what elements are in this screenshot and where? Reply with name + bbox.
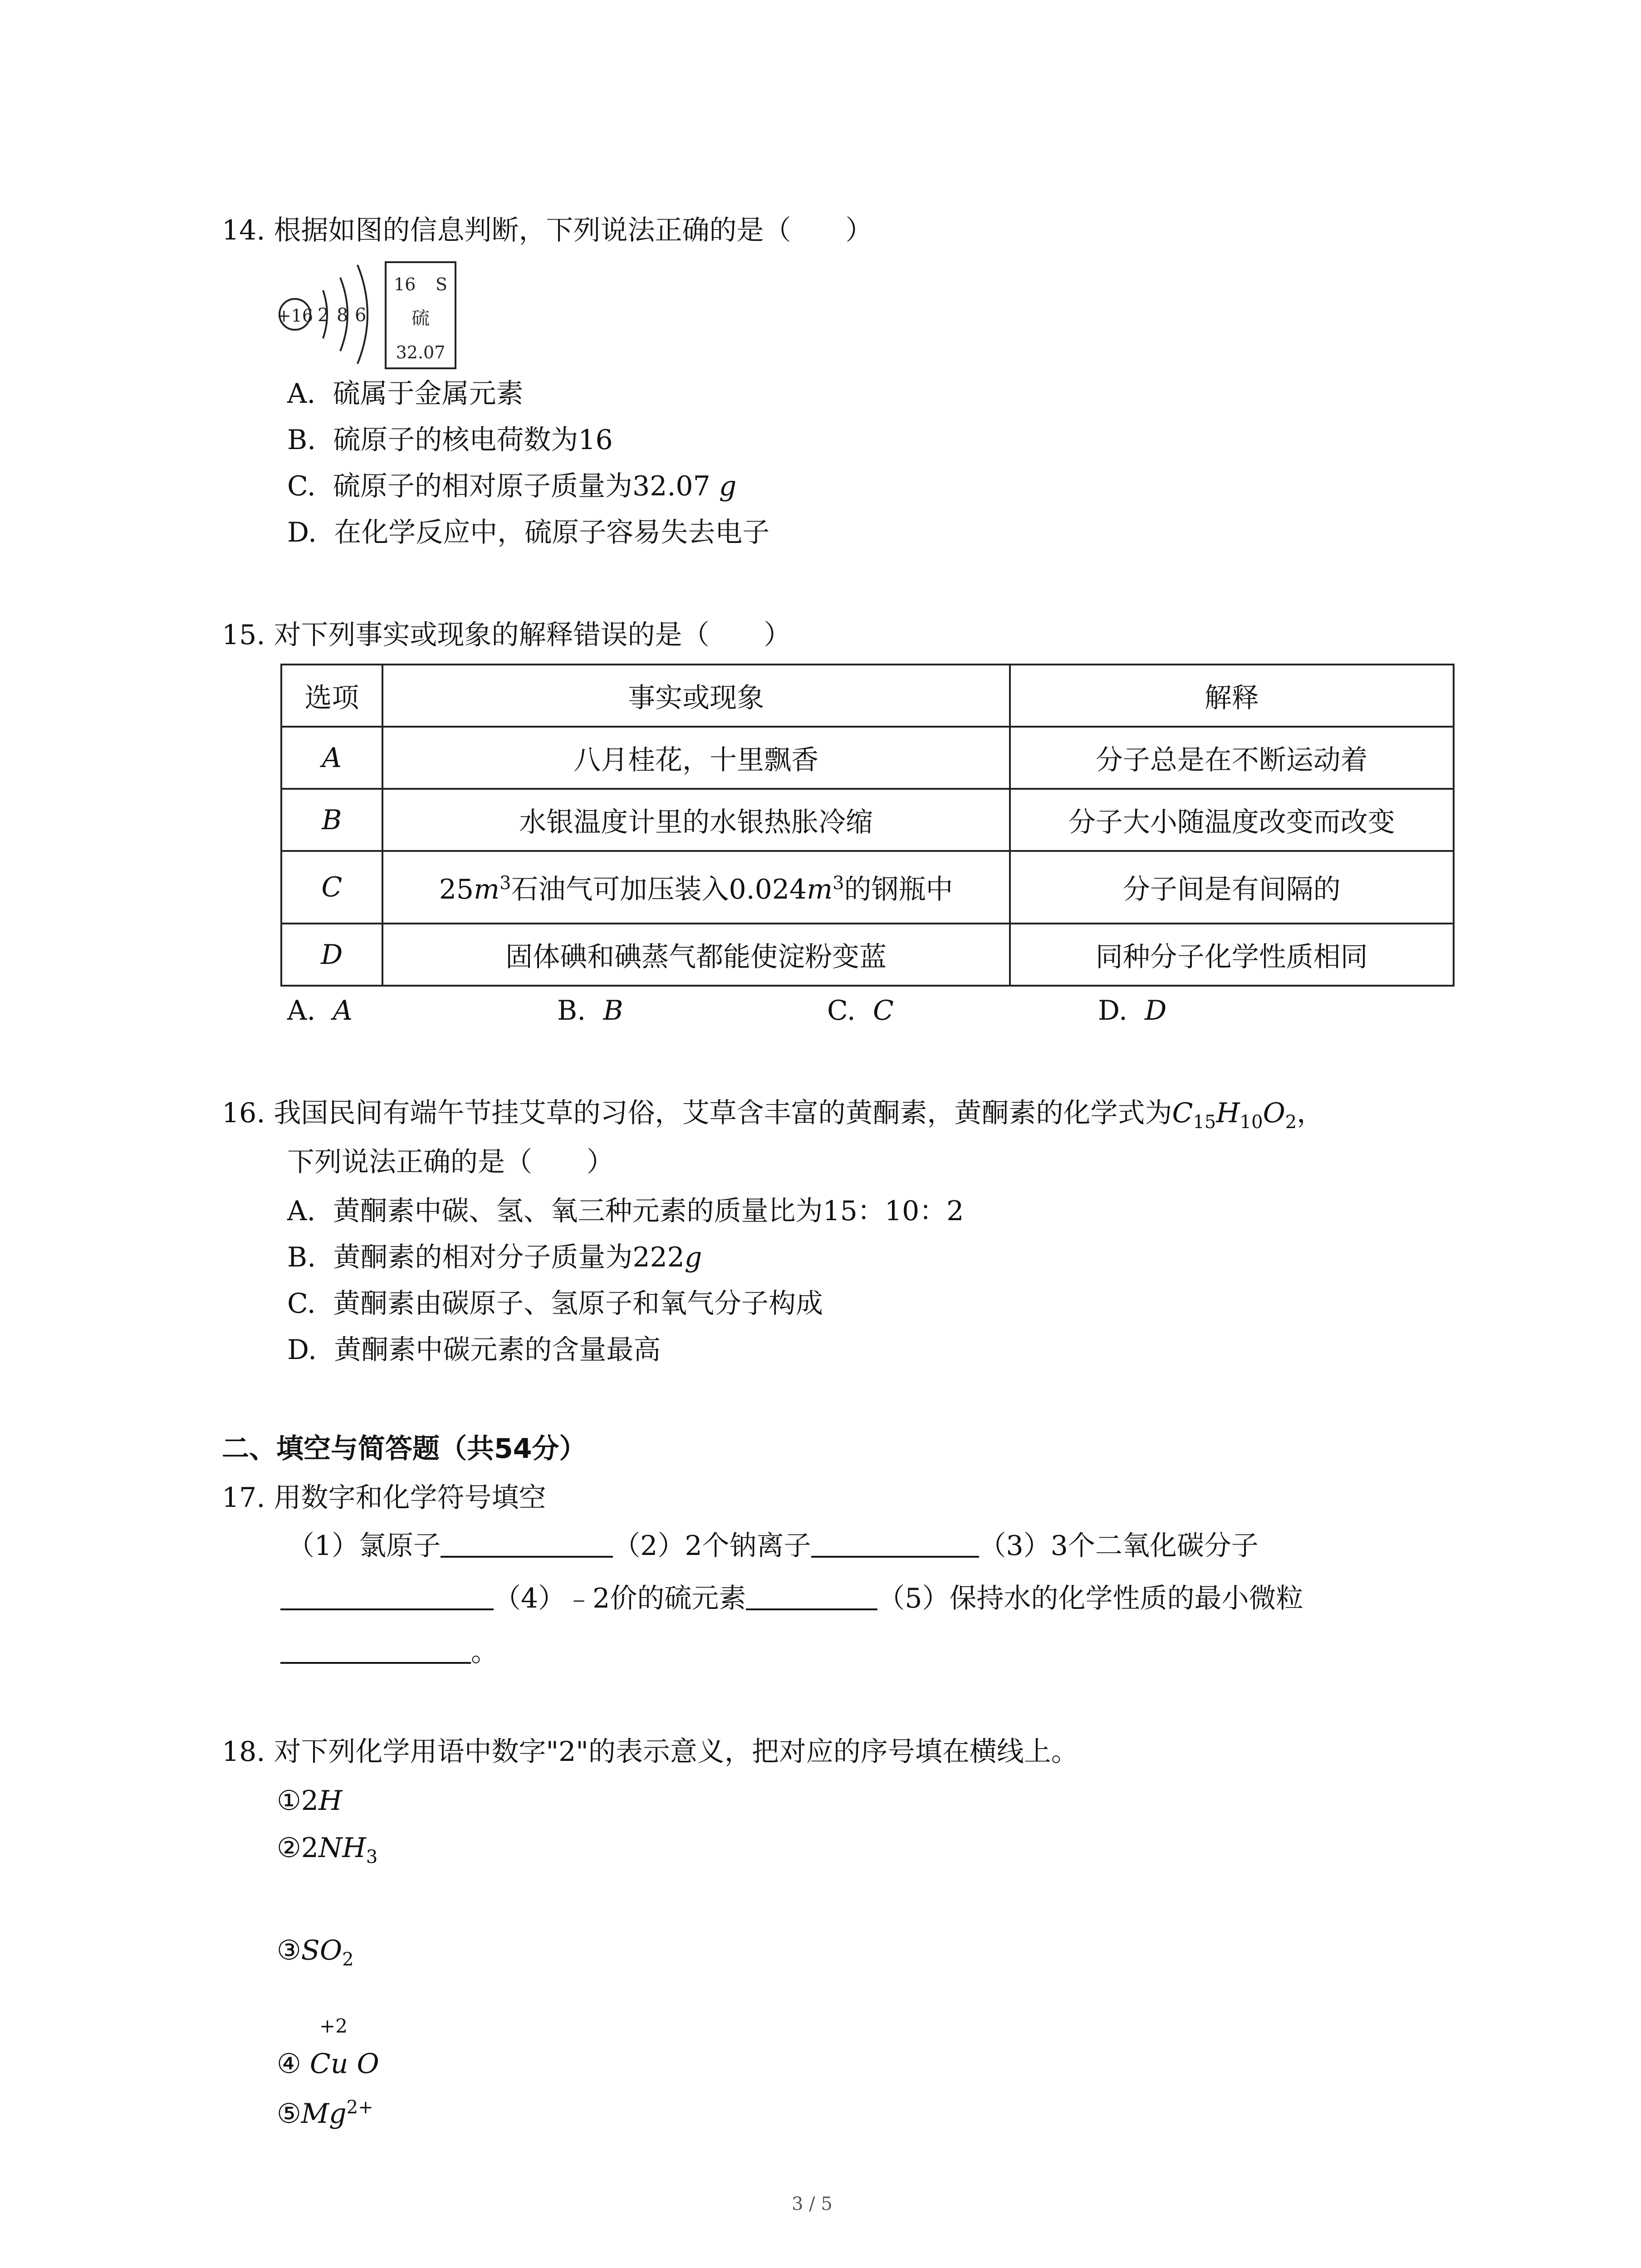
element-symbol: S [436,274,448,294]
table-row [281,851,1454,924]
q18-item-2: $②2NH_3$ [277,1832,378,1867]
shell-1-electrons: 2 [318,305,329,326]
q17-line2: （4）﹣2价的硫元素 （5）保持水的化学性质的最小微粒 [280,1581,1303,1616]
table-header-cell: 选项 [281,665,382,727]
q16-stem-line2: 下列说法正确的是（ ） [287,1146,614,1178]
q17-line3: 。 [280,1635,498,1669]
table-header-cell: 解释 [1010,665,1454,727]
q16-option-d: D. 黄酮素中碳元素的含量最高 [287,1334,661,1366]
table-row [281,924,1454,986]
flavone-formula: $C_{15}H_{10}O_2$ [1172,1097,1297,1133]
answer-blank-1[interactable] [441,1530,613,1558]
section-title: 二、填空与简答题（共54分） [222,1433,587,1465]
q16-stem-line1: 16. 我国民间有端午节挂艾草的习俗，艾草含丰富的黄酮素，黄酮素的化学式为$C_{15}H_{10}O_2$， [222,1097,1324,1133]
table-cell-explain: 分子间是有间隔的 [1010,851,1454,924]
table-cell-fact: 水银温度计里的水银热胀冷缩 [382,789,1010,851]
element-name: 硫 [411,308,430,329]
q18-item-5: $⑤Mg^{2+}$ [277,2097,373,2130]
q15-answer-a: A. A [287,995,353,1026]
table-header-row [281,665,1454,727]
q15-table [280,664,1455,987]
answer-blank-2[interactable] [811,1530,979,1558]
q18-item-3: $③SO_2$ [277,1935,354,1970]
table-row [281,789,1454,851]
q14-option-c: C. 硫原子的相对原子质量为32.07 g [287,470,737,502]
answer-blank-5[interactable] [280,1637,471,1664]
answer-blank-3[interactable] [280,1583,494,1610]
table-cell-fact: $25m^3$石油气可加压装入$0.024m^3$的钢瓶中 [382,851,1010,924]
q18-stem: 18. 对下列化学用语中数字"2"的表示意义，把对应的序号填在横线上。 [222,1736,1078,1768]
q17-stem: 17. 用数字和化学符号填空 [222,1482,546,1514]
q14-stem: 14. 根据如图的信息判断，下列说法正确的是（ ） [222,215,873,246]
table-cell-option: C [281,851,382,924]
q16-option-a: A. 黄酮素中碳、氢、氧三种元素的质量比为15：10：2 [287,1195,964,1227]
table-cell-fact: 八月桂花，十里飘香 [382,727,1010,789]
q16-option-c: C. 黄酮素由碳原子、氢原子和氧气分子构成 [287,1288,823,1320]
q14-option-a: A. 硫属于金属元素 [287,378,524,410]
q15-answer-b: B. B [557,995,623,1026]
table-row [281,727,1454,789]
q15-answer-d: D. D [1098,995,1167,1026]
q15-stem: 15. 对下列事实或现象的解释错误的是（ ） [222,619,791,651]
q15-answer-c: C. C [827,995,894,1026]
q14-option-d: D. 在化学反应中，硫原子容易失去电子 [287,517,770,548]
table-header-cell: 事实或现象 [382,665,1010,727]
q18-item-4: ④ Cu O [277,2048,379,2080]
sulfur-atom-structure-diagram [272,245,463,381]
element-atomic-number: 16 [394,274,416,294]
q18-item-1: ①2H [277,1785,343,1817]
table-cell-fact: 固体碘和碘蒸气都能使淀粉变蓝 [382,924,1010,986]
shell-3-electrons: 6 [355,305,367,326]
page-number: 3 / 5 [792,2194,833,2214]
table-cell-option: D [281,924,382,986]
shell-2-electrons: 8 [337,305,348,326]
nucleus-charge: +16 [276,306,314,326]
answer-blank-4[interactable] [746,1583,877,1610]
element-relative-mass: 32.07 [396,342,446,362]
q14-option-b: B. 硫原子的核电荷数为16 [287,424,613,456]
q18-item-4-valence: +2 [319,2015,348,2037]
table-cell-explain: 分子总是在不断运动着 [1010,727,1454,789]
table-cell-explain: 同种分子化学性质相同 [1010,924,1454,986]
table-cell-explain: 分子大小随温度改变而改变 [1010,789,1454,851]
q16-option-b: B. 黄酮素的相对分子质量为222g [287,1242,702,1273]
q17-line1: （1）氯原子 （2）2个钠离子 （3）3个二氧化碳分子 [287,1530,1259,1562]
table-cell-option: B [281,789,382,851]
table-cell-option: A [281,727,382,789]
